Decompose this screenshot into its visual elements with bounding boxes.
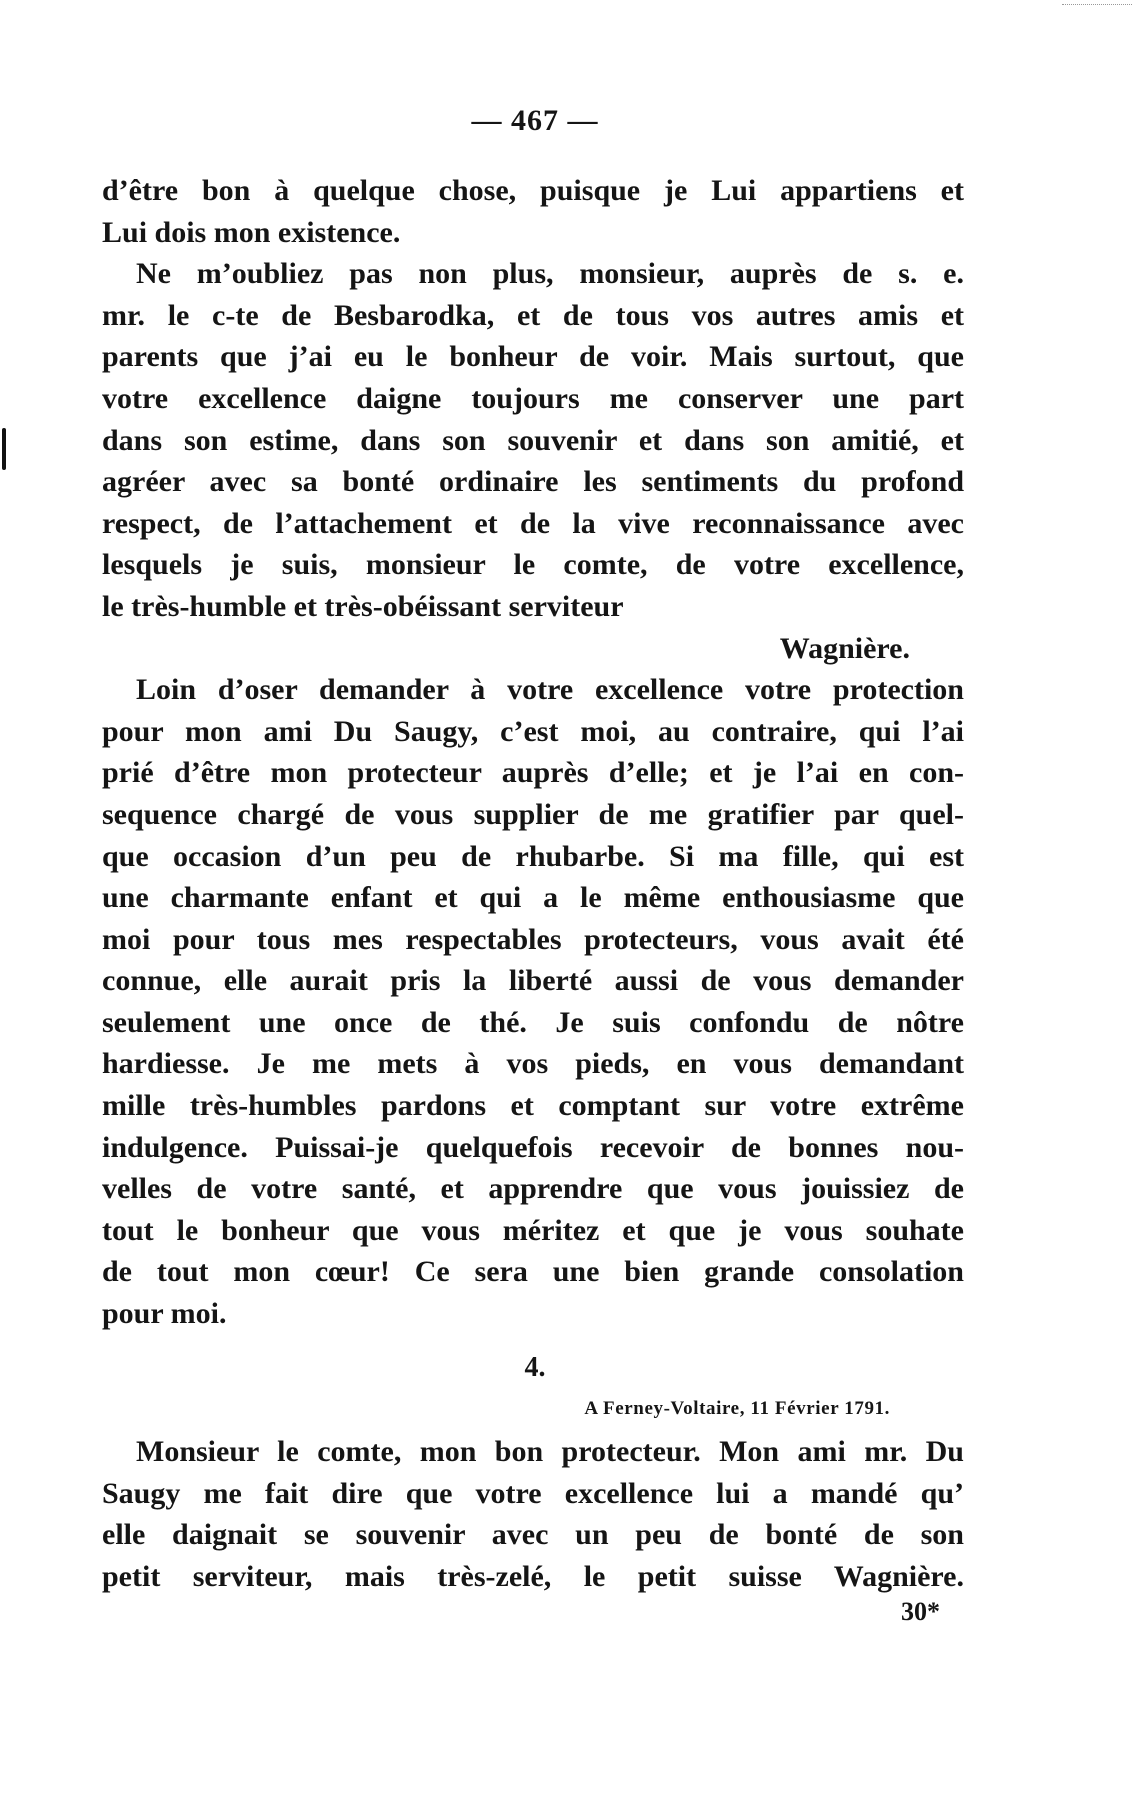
text-line: moi pour tous mes respectables protecteurs, vous avait été	[102, 922, 964, 956]
text-line: Loin d’oser demander à votre excellence votre protection	[136, 673, 964, 707]
corner-rule	[1062, 4, 1132, 6]
text-line: agréer avec sa bonté ordinaire les sentiments du profond	[102, 465, 964, 499]
page-number: — 467 —	[471, 104, 599, 137]
text-line: indulgence. Puissai-je quelquefois recevoir de bonnes nou-	[102, 1130, 964, 1164]
text-line: d’être bon à quelque chose, puisque je Lui appartiens et	[102, 174, 964, 207]
text-line: Monsieur le comte, mon bon protecteur. Mon ami mr. Du	[136, 1435, 964, 1468]
text-line: une charmante enfant et qui a le même enthousiasme que	[102, 881, 964, 915]
letter-body	[102, 170, 964, 1335]
paragraph-2	[102, 253, 964, 627]
text-line: Saugy me fait dire que votre excellence lui a mandé qu’	[102, 1476, 964, 1510]
text-line: mr. le c-te de Besbarodka, et de tous vos autres amis et	[102, 298, 964, 332]
letter-4-body	[102, 1431, 964, 1597]
dateline: A Ferney-Voltaire, 11 Février 1791.	[584, 1398, 890, 1419]
signature-mark: 30*	[901, 1597, 940, 1626]
text-line: tout le bonheur que vous méritez et que je vous souhate	[102, 1213, 964, 1247]
signature: Wagnière.	[779, 631, 910, 665]
text-line: pour moi.	[102, 1297, 227, 1331]
paragraph-1	[102, 170, 964, 253]
text-line: hardiesse. Je me mets à vos pieds, en vous demandant	[102, 1047, 964, 1081]
letter-number: 4.	[524, 1352, 546, 1383]
text-line: dans son estime, dans son souvenir et dans son amitié, et	[102, 423, 964, 457]
text-line: Ne m’oubliez pas non plus, monsieur, auprès de s. e.	[136, 257, 964, 291]
text-line: mille très-humbles pardons et comptant sur votre extrême	[102, 1089, 964, 1123]
paragraph-3	[102, 669, 964, 1335]
text-line: elle daignait se souvenir avec un peu de bonté de son	[102, 1518, 964, 1552]
text-line: respect, de l’attachement et de la vive reconnaissance avec	[102, 506, 964, 540]
text-line: pour mon ami Du Saugy, c’est moi, au contraire, qui l’ai	[102, 714, 964, 748]
text-line: parents que j’ai eu le bonheur de voir. Mais surtout, que	[102, 340, 964, 374]
binding-edge-mark	[2, 428, 6, 470]
text-line: de tout mon cœur! Ce sera une bien grande consolation	[102, 1255, 964, 1289]
text-line: lesquels je suis, monsieur le comte, de votre excellence,	[102, 548, 964, 582]
text-line: connue, elle aurait pris la liberté aussi de vous demander	[102, 964, 964, 998]
text-line: seulement une once de thé. Je suis confondu de nôtre	[102, 1005, 964, 1039]
text-line: Lui dois mon existence.	[102, 215, 401, 249]
paragraph-4	[102, 1431, 964, 1597]
text-line: sequence chargé de vous supplier de me gratifier par quel-	[102, 797, 964, 831]
text-line: petit serviteur, mais très-zelé, le petit suisse Wagnière.	[102, 1559, 964, 1593]
text-line: que occasion d’un peu de rhubarbe. Si ma fille, qui est	[102, 839, 964, 873]
text-line: velles de votre santé, et apprendre que vous jouissiez de	[102, 1172, 964, 1206]
text-line: prié d’être mon protecteur auprès d’elle; et je l’ai en con-	[102, 756, 964, 790]
text-line: votre excellence daigne toujours me conserver une part	[102, 381, 964, 415]
text-line: le très-humble et très-obéissant serviteur	[102, 589, 624, 623]
